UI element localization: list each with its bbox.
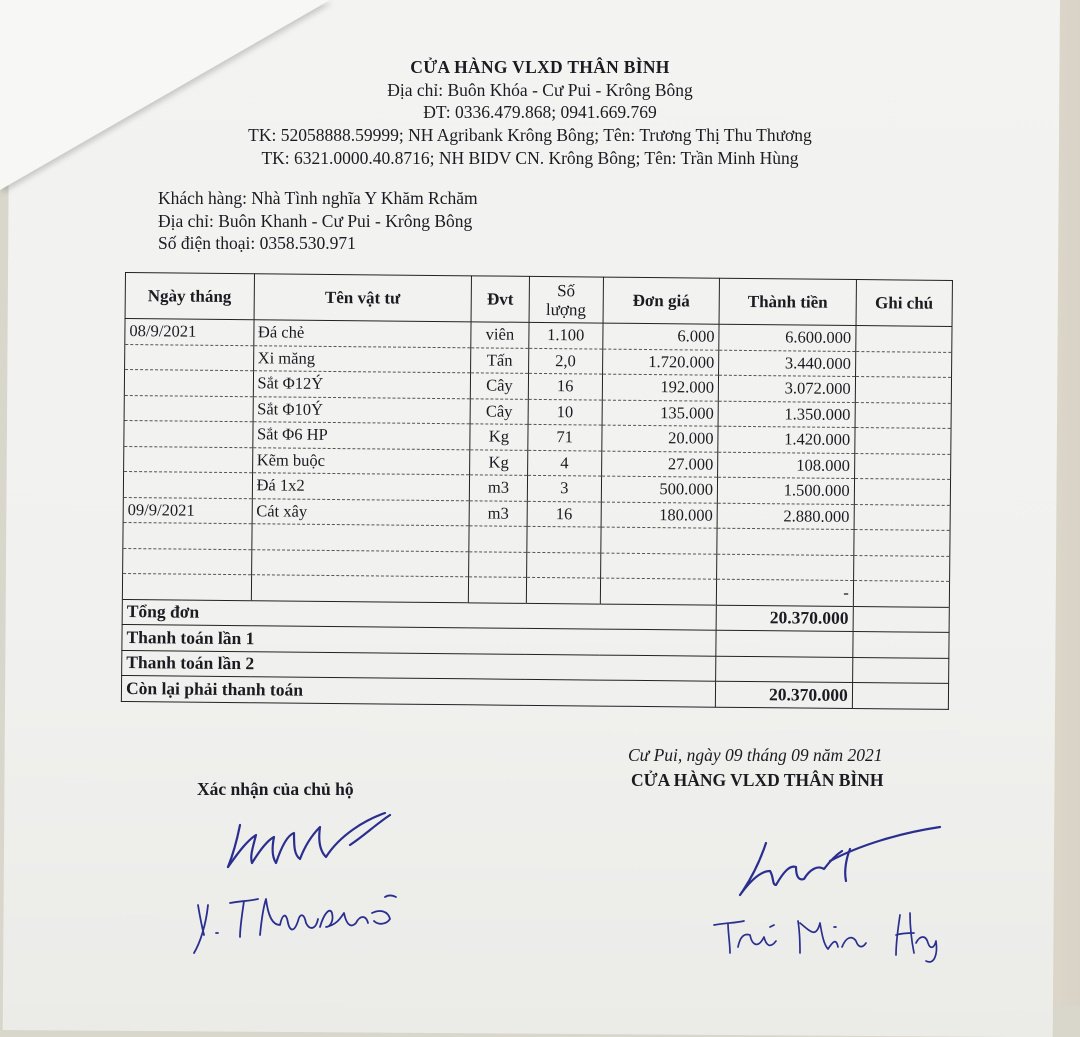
cell-price: 180.000 bbox=[601, 502, 718, 529]
cell-qty bbox=[527, 526, 601, 552]
shop-signature-title: CỬA HÀNG VLXD THÂN BÌNH bbox=[631, 770, 884, 790]
cell-amount: 1.420.000 bbox=[718, 426, 855, 453]
cell-price: 500.000 bbox=[601, 476, 718, 503]
cell-date bbox=[123, 522, 252, 549]
cell-amount: 108.000 bbox=[718, 452, 855, 479]
cell-qty bbox=[526, 552, 600, 578]
cell-qty: 16 bbox=[528, 373, 602, 399]
cell-item: Kẽm buộc bbox=[252, 447, 470, 475]
cell-date bbox=[122, 573, 251, 600]
cell-item: Cát xây bbox=[252, 498, 470, 526]
cell-date bbox=[125, 344, 254, 371]
remaining-note bbox=[852, 683, 948, 709]
invoice-table bbox=[121, 272, 953, 709]
cell-amount: 1.350.000 bbox=[718, 401, 855, 428]
cell-unit: Kg bbox=[470, 449, 528, 475]
payment-2-note bbox=[852, 657, 948, 683]
cell-date bbox=[123, 548, 252, 575]
cell-unit bbox=[469, 577, 527, 603]
col-header-qty-line2: lượng bbox=[545, 299, 587, 319]
cell-item: Sắt Φ6 HP bbox=[252, 422, 470, 450]
cell-price: 135.000 bbox=[602, 400, 719, 427]
cell-amount bbox=[717, 528, 854, 555]
cell-qty: 4 bbox=[527, 450, 601, 476]
cell-unit: Cây bbox=[470, 373, 528, 399]
col-header-qty bbox=[529, 276, 603, 323]
customer-name: Khách hàng: Nhà Tình nghĩa Y Khăm Rchăm bbox=[158, 188, 478, 208]
cell-amount: 3.072.000 bbox=[718, 375, 855, 402]
cell-note bbox=[855, 351, 951, 377]
cell-note bbox=[854, 479, 950, 505]
cell-note bbox=[854, 504, 950, 530]
cell-date bbox=[123, 471, 252, 498]
cell-unit: Tấn bbox=[471, 347, 529, 373]
cell-price: 6.000 bbox=[603, 323, 720, 350]
cell-unit bbox=[469, 526, 527, 552]
cell-item: Đá 1x2 bbox=[252, 473, 470, 501]
col-header-item: Tên vật tư bbox=[254, 274, 472, 322]
cell-unit: Cây bbox=[470, 398, 528, 424]
cell-note bbox=[855, 428, 951, 454]
cell-price bbox=[600, 578, 717, 605]
cell-unit bbox=[469, 551, 527, 577]
cell-note bbox=[855, 377, 951, 403]
cell-item bbox=[251, 575, 469, 603]
cell-price: 192.000 bbox=[602, 374, 719, 401]
cell-date bbox=[124, 420, 253, 447]
cell-date: 08/9/2021 bbox=[125, 319, 254, 346]
cell-item: Sắt Φ10Ý bbox=[253, 396, 471, 424]
shop-signature bbox=[700, 815, 960, 965]
cell-amount: 6.600.000 bbox=[719, 324, 856, 351]
shop-address: Địa chỉ: Buôn Khóa - Cư Pui - Krông Bông bbox=[387, 80, 693, 100]
cell-item bbox=[251, 549, 469, 577]
cell-item: Đá chẻ bbox=[253, 320, 471, 348]
cell-item: Sắt Φ12Ý bbox=[253, 371, 471, 399]
payment-2-value bbox=[716, 656, 853, 683]
bank-account-2: TK: 6321.0000.40.8716; NH BIDV CN. Krông Bông; Tên: Trần Minh Hùng bbox=[261, 148, 799, 168]
cell-qty: 10 bbox=[528, 399, 602, 425]
shop-name: CỬA HÀNG VLXD THÂN BÌNH bbox=[410, 57, 670, 77]
col-header-note: Ghi chú bbox=[856, 280, 953, 327]
col-header-qty-line1: Số bbox=[557, 280, 576, 300]
cell-unit: viên bbox=[471, 322, 529, 348]
cell-date bbox=[124, 446, 253, 473]
cell-item: Xi măng bbox=[253, 345, 471, 373]
total-label: Tổng đơn bbox=[122, 599, 716, 630]
customer-address: Địa chỉ: Buôn Khanh - Cư Pui - Krông Bông bbox=[158, 211, 473, 231]
total-value: 20.370.000 bbox=[716, 605, 853, 632]
cell-amount: 2.880.000 bbox=[717, 503, 854, 530]
cell-price bbox=[600, 553, 717, 580]
cell-qty: 1.100 bbox=[529, 322, 603, 348]
payment-1-label: Thanh toán lần 1 bbox=[122, 624, 716, 655]
payment-2-label: Thanh toán lần 2 bbox=[122, 650, 716, 681]
cell-item bbox=[251, 524, 469, 552]
col-header-amount: Thành tiền bbox=[719, 278, 856, 325]
payment-1-note bbox=[853, 632, 949, 658]
remaining-label: Còn lại phải thanh toán bbox=[121, 675, 715, 706]
cell-note bbox=[853, 581, 949, 607]
cell-note bbox=[854, 530, 950, 556]
cell-note bbox=[854, 453, 950, 479]
cell-date: 09/9/2021 bbox=[123, 497, 252, 524]
cell-unit: m3 bbox=[469, 475, 527, 501]
cell-qty bbox=[526, 577, 600, 603]
cell-price: 27.000 bbox=[601, 451, 718, 478]
cell-note bbox=[856, 326, 952, 352]
payment-1-value bbox=[716, 630, 853, 657]
cell-price: 1.720.000 bbox=[602, 349, 719, 376]
col-header-unit: Đvt bbox=[471, 276, 529, 323]
owner-confirmation-title: Xác nhận của chủ hộ bbox=[197, 779, 354, 799]
cell-amount bbox=[717, 554, 854, 581]
cell-amount: - bbox=[716, 579, 853, 606]
cell-price bbox=[601, 527, 718, 554]
cell-qty: 3 bbox=[527, 475, 601, 501]
col-header-price: Đơn giá bbox=[603, 277, 720, 324]
table-header-row bbox=[125, 273, 952, 327]
cell-date bbox=[124, 395, 253, 422]
total-note bbox=[853, 606, 949, 632]
bank-account-1: TK: 52058888.59999; NH Agribank Krông Bông; Tên: Trương Thị Thu Thương bbox=[248, 125, 812, 145]
cell-amount: 1.500.000 bbox=[717, 477, 854, 504]
cell-unit: m3 bbox=[469, 500, 527, 526]
cell-amount: 3.440.000 bbox=[719, 350, 856, 377]
cell-unit: Kg bbox=[470, 424, 528, 450]
customer-phone: Số điện thoại: 0358.530.971 bbox=[158, 233, 356, 253]
cell-price: 20.000 bbox=[602, 425, 719, 452]
place-and-date: Cư Pui, ngày 09 tháng 09 năm 2021 bbox=[628, 745, 883, 765]
col-header-date: Ngày tháng bbox=[125, 273, 254, 320]
owner-signature bbox=[190, 795, 490, 965]
remaining-value: 20.370.000 bbox=[716, 681, 853, 708]
cell-qty: 2,0 bbox=[528, 348, 602, 374]
cell-qty: 71 bbox=[528, 424, 602, 450]
shop-phone: ĐT: 0336.479.868; 0941.669.769 bbox=[423, 102, 657, 122]
cell-qty: 16 bbox=[527, 501, 601, 527]
cell-date bbox=[124, 370, 253, 397]
cell-note bbox=[855, 402, 951, 428]
cell-note bbox=[853, 555, 949, 581]
